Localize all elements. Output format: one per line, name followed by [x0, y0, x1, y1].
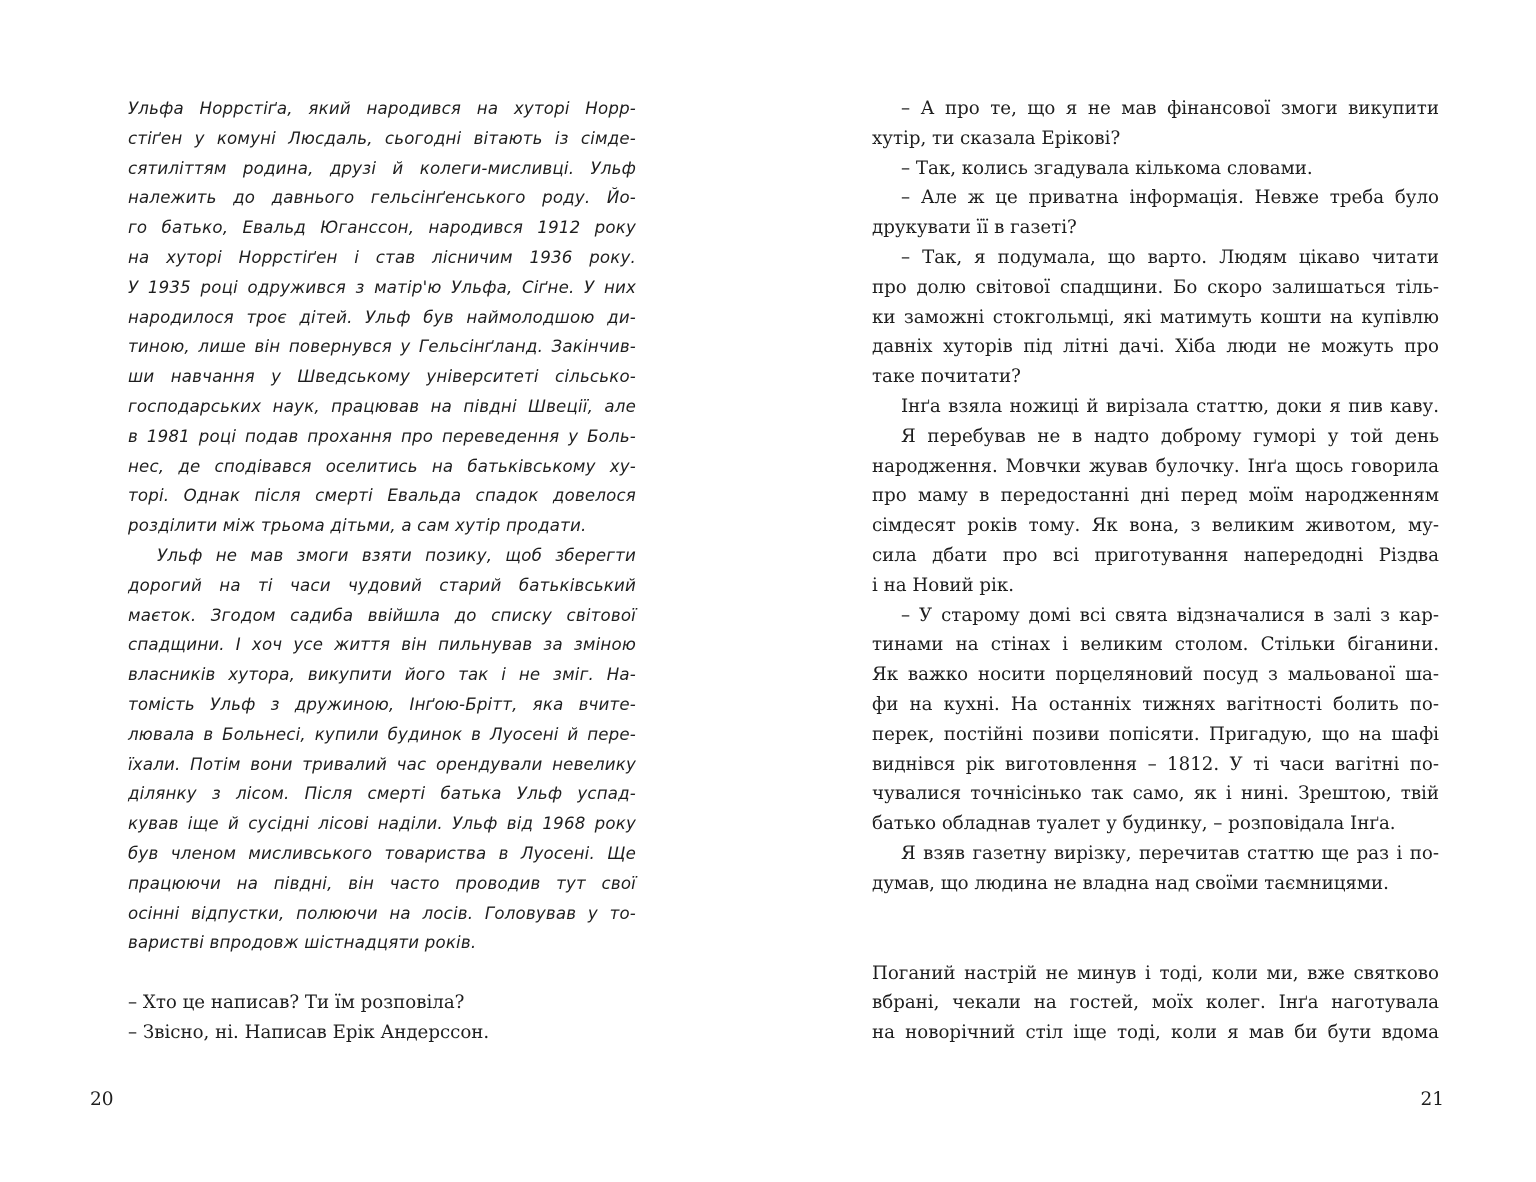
right-page: [768, 0, 1536, 1182]
body-line: ки заможні стокгольмці, які матимуть кошти на купівлю: [872, 306, 1439, 328]
article-line: лювала в Больнесі, купили будинок в Луосені й пере-: [128, 724, 636, 744]
page-number-right: 21: [1420, 1089, 1444, 1110]
body-line: народження. Мовчки жував булочку. Інґа щось говорила: [872, 455, 1439, 477]
page-number-left: 20: [90, 1089, 114, 1110]
body-line: хутір, ти сказала Ерікові?: [872, 127, 1121, 149]
article-line: У 1935 році одружився з матір'ю Ульфа, Сіґне. У них: [128, 277, 636, 297]
dialogue-line: – Хто це написав? Ти їм розповіла?: [128, 992, 465, 1014]
body-line: сімдесят років тому. Як вона, з великим животом, му-: [872, 515, 1439, 537]
article-line: сятиліттям родина, друзі й колеги-мисливці. Ульф: [128, 158, 636, 178]
article-line: варистві впродовж шістнадцяти років.: [128, 933, 477, 953]
body-line: сила дбати про всі приготування напередодні Різдва: [872, 544, 1439, 566]
article-line: дорогий на ті часи чудовий старий батьківський: [128, 575, 636, 595]
next-section-text: [872, 959, 1439, 1048]
article-line: працюючи на півдні, він часто проводив тут свої: [128, 873, 636, 893]
dialogue-line: – Звісно, ні. Написав Ерік Андерссон.: [128, 1021, 490, 1043]
paragraph-gap: [128, 958, 636, 988]
body-line: і на Новий рік.: [872, 574, 1015, 596]
body-line: думав, що людина не владна над своїми таємницями.: [872, 872, 1389, 894]
article-line: в 1981 році подав прохання про переведення у Боль-: [128, 426, 636, 446]
article-line: Ульф не мав змоги взяти позику, щоб зберегти: [157, 545, 636, 565]
article-line: стіґен у комуні Люсдаль, сьогодні вітають із сімде-: [128, 128, 636, 148]
body-line: виднівся рік виготовлення – 1812. У ті часи вагітні по-: [872, 753, 1439, 775]
article-line: томість Ульф з дружиною, Інґою-Брітт, яка вчите-: [128, 694, 636, 714]
body-line: друкувати її в газеті?: [872, 217, 1077, 239]
body-line: Я перебував не в надто доброму гуморі у той день: [901, 425, 1439, 447]
article-line: ши навчання у Шведському університеті сільсько-: [128, 367, 636, 387]
body-line: таке почитати?: [872, 366, 1021, 388]
article-line: на хуторі Норрстіґен і став лісничим 1936 року.: [128, 247, 636, 267]
dialogue: [128, 988, 636, 1048]
article-line: осінні відпустки, полюючи на лосів. Головував у то-: [128, 903, 636, 923]
body-line: Інґа взяла ножиці й вирізала статтю, доки я пив каву.: [901, 395, 1439, 417]
body-line: Я взяв газетну вирізку, перечитав статтю ще раз і по-: [901, 842, 1439, 864]
article-line: ділянку з лісом. Після смерті батька Ульф успад-: [128, 784, 636, 804]
body-line: – Так, я подумала, що варто. Людям цікаво читати: [901, 246, 1439, 268]
body-line: тинами на стінах і великим столом. Стільки біганини.: [872, 634, 1439, 656]
left-text-column: [128, 94, 636, 1048]
section-break: [872, 899, 1439, 959]
body-line: – Так, колись згадувала кількома словами.: [901, 157, 1313, 179]
body-line: – У старому домі всі свята відзначалися в залі з кар-: [901, 604, 1439, 626]
newspaper-article: [128, 94, 636, 958]
article-line: спадщини. І хоч усе життя він пильнував за зміною: [128, 635, 636, 655]
article-line: власників хутора, викупити його так і не зміг. На-: [128, 665, 636, 685]
body-line: вбрані, чекали на гостей, моїх колег. Інґа наготувала: [872, 992, 1439, 1014]
body-line: перек, постійні позиви попісяти. Пригадую, що на шафі: [872, 723, 1439, 745]
article-line: Ульфа Норрстіґа, який народився на хуторі Норр-: [128, 99, 636, 118]
article-line: нес, де сподівався оселитись на батьківському ху-: [128, 456, 636, 476]
article-line: торі. Однак після смерті Евальда спадок довелося: [128, 486, 636, 506]
article-line: кував іще й сусідні лісові наділи. Ульф від 1968 року: [128, 814, 636, 834]
article-line: розділити між трьома дітьми, а сам хутір продати.: [128, 516, 587, 536]
article-line: їхали. Потім вони тривалий час орендували невелику: [128, 754, 636, 774]
body-line: про маму в передостанні дні перед моїм народженням: [872, 485, 1439, 507]
body-line: на новорічний стіл іще тоді, коли я мав би бути вдома: [872, 1022, 1439, 1044]
body-line: батько обладнав туалет у будинку, – розповідала Інґа.: [872, 813, 1396, 835]
body-line: давніх хуторів під літні дачі. Хіба люди не можуть про: [872, 336, 1439, 358]
body-text: [872, 94, 1439, 899]
article-line: народилося троє дітей. Ульф був наймолодшою ди-: [128, 307, 636, 327]
article-line: маєток. Згодом садиба ввійшла до списку світової: [128, 605, 636, 625]
article-line: був членом мисливського товариства в Луосені. Ще: [128, 843, 636, 863]
body-line: фи на кухні. На останніх тижнях вагітності болить по-: [872, 693, 1439, 715]
body-line: – А про те, що я не мав фінансової змоги викупити: [901, 98, 1439, 119]
article-line: тиною, лише він повернувся у Гельсінґланд. Закінчив-: [128, 337, 636, 357]
body-line: – Але ж це приватна інформація. Невже треба було: [901, 187, 1439, 209]
article-line: належить до давнього гельсінґенського роду. Йо-: [128, 188, 636, 208]
body-line: чувалися точнісінько так само, як і нині. Зрештою, твій: [872, 783, 1439, 805]
body-line: про долю світової спадщини. Бо скоро залишаться тіль-: [872, 276, 1439, 298]
article-line: го батько, Евальд Юганссон, народився 1912 року: [128, 218, 636, 238]
body-line: Поганий настрій не минув і тоді, коли ми, вже святково: [872, 962, 1439, 984]
body-line: Як важко носити порцеляновий посуд з мальованої ша-: [872, 664, 1439, 686]
article-line: господарських наук, працював на півдні Швеції, але: [128, 396, 636, 416]
right-text-column: [872, 94, 1439, 1048]
